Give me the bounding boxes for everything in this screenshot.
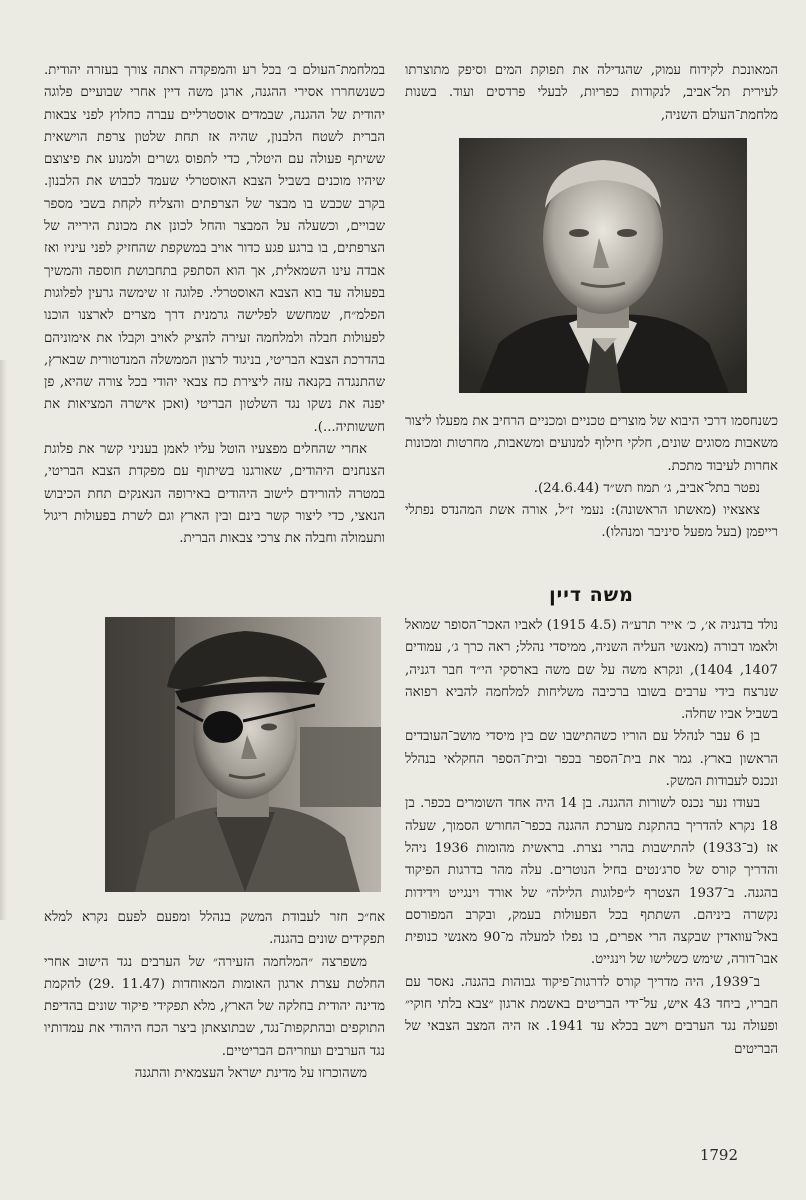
paragraph: בעודו נער נכנס לשורות ההגנה. בן 14 היה אחד השומרים בכפר. בן 18 נקרא להדריך בהתקנת מערכת ההגנה בכפר־החורש הסמוך, שעלה אז (ב־1933) להתישבות בהרי נצרת. בראשית מהומות 1936 ניהל והדריך קורס של סרג׳נטים בחיל הנוטרים. עלה מהר בדרגות הפיקוד בהגנה. ב־1937 הצטרף ל״פלוגות הלילה״ של אורד וינגייט וידידות נקשרה ביניהם. השתתף בכל הפעולות בעמק, ובקרב המפורסם באל־עוואדין שבקצה הרי אפרים, בו נפלו למעלה מ־90 מאנשי כנופית אבו־דורה, שימש כשלישו של וינגייט. bbox=[405, 796, 778, 968]
left-column-bottom-text bbox=[44, 907, 385, 1085]
paragraph: נולד בדגניה א׳, כ׳ אייר תרע״ה (4.5 1915) לאביו האכר־הסופר שמואל ולאמו דבורה (מאנשי העליה השניה, ממיסדי נהלל; ראה כרך ג׳, עמודים 1407, 1404), ונקרא משה על שם משה בארסקי הי״ד חבר דגניה, שנרצח בידי ערבים בשובו ברכיבה משליחות למלחמה להביא רפואה בשביל אביו שחלה. bbox=[405, 618, 779, 723]
right-column-biography-text bbox=[405, 615, 778, 1061]
paragraph: במלחמת־העולם ב׳ בכל רע והמפקדה ראתה צורך בעזרה יהודית. כשנשחררו אסירי ההגנה, ארגן משה דיין אחרי שבועיים פלוגה יהודית של ההגנה, שבמדים אוסטרליים עברה כחלוץ לפני צבאות הברית לשטח הלבנון, שהיה אז תחת שלטון צרפת הוישאית ששיתף פעולה עם היטלר, כדי לתפוס גשרים ולמנוע את פיצוצם שיהיו מוכנים בשביל הצבא האוסטרלי שעמד לכבוש את הלבנון. בקרב שכבש בו מבצר של הצרפתים והצליח לקחת בשבי מספר שבויים, וכשעלה על המבצר והחל לכונן את מכונת הירייה של הצרפתים, בו ברגע פגע כדור אויב במשקפת שהחזיק לפני עיניו ואז אבדה עינו השמאלית, אך הוא הסתפק בתחבושת חוספה והמשיך בפעולה עד בוא הצבא האוסטרלי. פלוגה זו שימשה גרעין לפלוגות הפלמ״ח, שמחשש לפלישה גרמנית דרך מצרים לארצנו הוכנו לפעולות חבלה ולמלחמה זעירה להציק לאויב וקבלו את אימוניהם בהדרכת הצבא הבריטי, בניגוד לרצון הממשלה המנדטורית שבארץ, שהתנגדה בקנאה עזה ליצירת כח צבאי יהודי בכל צורה שהיא, פן יפנה את נשקו נגד השלטון הבריטי (ואכן אישרה המציאות את חששותיה...). bbox=[44, 63, 385, 435]
paragraph: צאצאיו (מאשתו הראשונה): נעמי ז״ל, אורה אשת המהנדס נפתלי רייפמן (בעל מפעל סיניבר ומנהלו). bbox=[405, 503, 778, 541]
paragraph: אח״כ חזר לעבודת המשק בנהלל ומפעם לפעם נקרא למלא תפקידים שונים בהגנה. bbox=[44, 910, 385, 948]
right-column-top-text bbox=[405, 60, 778, 127]
paragraph: המאונכת לקידוח עמוק, שהגדילה את תפוקת המים וסיפק מתוצרתו לעירית תל־אביב, לנקודות כפריות, לבעלי פרדסים ועוד. בשנות מלחמת־העולם השניה, bbox=[405, 63, 778, 123]
entry-heading: משה דיין bbox=[549, 584, 634, 606]
page-edge-shadow bbox=[0, 360, 7, 920]
paragraph: משהוכרזו על מדינת ישראל העצמאית והתגנה bbox=[134, 1066, 367, 1082]
paragraph: ב־1939, היה מדריך קורס לדרגות־פיקוד גבוהות בהגנה. נאסר עם חבריו, ביחד 43 איש, על־ידי הבריטים באשמת ארגון ״צבא בלתי חוקי״ ופעולה נגד הערבים וישב בכלא עד 1941. אז היה המצב הצבאי של הבריטים bbox=[405, 974, 778, 1057]
paragraph: משפרצה ״המלחמה הזעירה״ של הערבים נגד הישוב אחרי החלטת עצרת ארגון האומות המאוחדות (11.47 .29) להקמת מדינה יהודית בחלקה של הארץ, מלא תפקידי פיקוד שונים בהדיפת התוקפים ובהתקפות־נגד, שבתוצאתן ביצר הכח היהודי את עמדותיו נגד הערבים ועוזריהם הבריטיים. bbox=[44, 954, 385, 1059]
paragraph: בן 6 עבר לנהלל עם הוריו כשהתישבו שם בין מיסדי מושב־העובדים הראשון בארץ. גמר את בית־הספר בכפר ובית־הספר החקלאי בנהלל ונכנס לעבודות המשק. bbox=[405, 729, 778, 790]
page-number: 1792 bbox=[699, 1146, 738, 1164]
paragraph: נפטר בתל־אביב, ג׳ תמוז תש״ד (24.6.44). bbox=[533, 480, 760, 496]
paragraph: כשנחסמו דרכי היבוא של מוצרים טכניים ומכניים הרחיב את מפעלו ליצור משאבות מסוגים שונים, חלקי חילוף למנועים ומשאבות, מחרטות ומכונות אחרות לעיבוד מתכת. bbox=[405, 414, 778, 474]
left-column-top-text bbox=[44, 60, 385, 551]
photo-moshe-dayan-eyepatch bbox=[105, 617, 381, 892]
paragraph: אחרי שהחלים מפצעיו הוטל עליו לאמן בעניני קשר את פלוגת הצנחנים היהודים, שאורגנו בשיתוף עם מפקדת הצבא הבריטי, במטרה להורידם לישוב היהודים באירופה הנאנקים תחת הכיבוש הנאצי, כדי ליצור קשר בינם ובין הארץ וגם לשרת בפעולות ריגול ותעמולה וחבלה את צרכי צבאות הברית. bbox=[44, 442, 385, 547]
portrait-photo-man-in-suit bbox=[459, 138, 747, 393]
right-column-middle-text bbox=[405, 411, 778, 545]
